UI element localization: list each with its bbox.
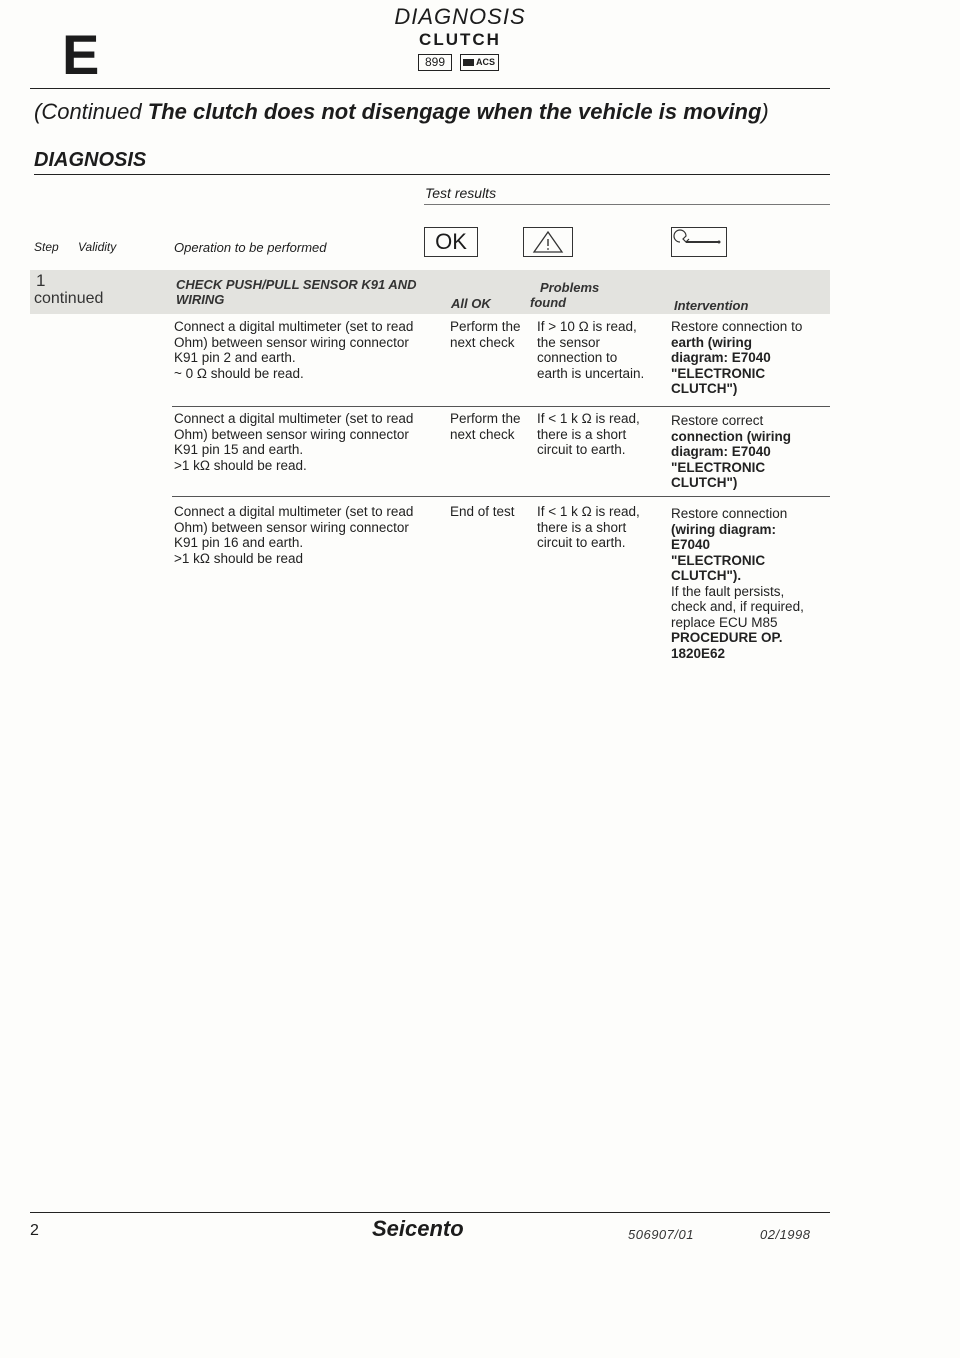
page-title: [34, 100, 814, 124]
row3-problems-line: If < 1 k Ω is read,: [537, 504, 640, 519]
row3-intervention-line: "ELECTRONIC: [671, 552, 766, 568]
row2-operation-line: >1 kΩ should be read.: [174, 457, 307, 473]
row1-all-ok-line: next check: [450, 334, 515, 350]
all-ok-label: All OK: [451, 296, 491, 311]
check-title-line2: WIRING: [176, 292, 225, 307]
problems-label-line1: Problems: [540, 280, 600, 295]
row1-all-ok-line: Perform the: [450, 319, 521, 334]
row3-operation-line: Connect a digital multimeter (set to read: [174, 504, 414, 519]
row1-problems-line: earth is uncertain.: [537, 365, 645, 381]
row3-intervention-line: PROCEDURE OP.: [671, 630, 783, 645]
col-validity-label: Validity: [78, 240, 117, 254]
page-number: 2: [30, 1222, 39, 1239]
row3-all-ok-line: End of test: [450, 504, 515, 519]
col-step-label: Step: [34, 240, 59, 254]
check-title-line1: CHECK PUSH/PULL SENSOR K91 AND: [176, 277, 417, 292]
row2-operation-line: Ohm) between sensor wiring connector: [174, 426, 409, 442]
row3-operation-line: >1 kΩ should be read: [174, 550, 304, 566]
row3-all-ok: [450, 504, 515, 520]
row1-intervention-line: earth (wiring: [671, 334, 753, 350]
row1-problems-line: connection to: [537, 350, 618, 365]
header-title: DIAGNOSIS: [394, 4, 526, 29]
row3-intervention-line: replace ECU M85: [671, 614, 778, 630]
row2-all-ok: [450, 411, 521, 442]
diagnosis-label: DIAGNOSIS: [34, 149, 147, 171]
document-code: 506907/01: [628, 1227, 694, 1242]
row1-problems-line: the sensor: [537, 334, 601, 350]
row2-intervention-line: diagram: E7040: [671, 444, 771, 459]
row1-operation-line: K91 pin 2 and earth.: [174, 350, 296, 365]
row1-intervention-line: Restore connection to: [671, 319, 803, 334]
row1-intervention-line: CLUTCH"): [671, 381, 738, 396]
row1-intervention: [671, 319, 802, 397]
intervention-label: Intervention: [674, 298, 749, 313]
car-icon: [463, 59, 474, 66]
row2-all-ok-line: next check: [450, 426, 515, 442]
footer-divider: [30, 1212, 830, 1213]
row1-all-ok: [450, 319, 521, 350]
document-date: 02/1998: [760, 1227, 811, 1242]
row1-intervention-line: "ELECTRONIC: [671, 365, 766, 381]
row3-problems-line: there is a short: [537, 519, 627, 535]
row3-intervention-line: If the fault persists,: [671, 583, 785, 599]
row3-problems-line: circuit to earth.: [537, 535, 626, 550]
row3-intervention-line: check and, if required,: [671, 599, 804, 614]
row3-intervention-line: CLUTCH").: [671, 568, 742, 583]
row1-problems: [537, 319, 644, 381]
warning-triangle-icon: [523, 227, 573, 257]
row1-problems-line: If > 10 Ω is read,: [537, 319, 637, 334]
row-separator: [172, 496, 830, 497]
section-letter: E: [62, 23, 98, 86]
brand-logo: Seicento: [372, 1216, 464, 1241]
row3-intervention: [671, 506, 804, 661]
row3-intervention-line: (wiring diagram:: [671, 521, 777, 537]
row-separator: [172, 406, 830, 407]
header-divider: [30, 88, 830, 89]
row1-operation: [174, 319, 413, 381]
row1-intervention-line: diagram: E7040: [671, 350, 771, 365]
problems-label-line2: found: [530, 295, 567, 310]
row2-operation-line: Connect a digital multimeter (set to read: [174, 411, 414, 426]
row2-intervention-line: Restore correct: [671, 413, 764, 428]
row1-operation-line: ~ 0 Ω should be read.: [174, 365, 304, 381]
row2-operation: [174, 411, 413, 473]
row2-problems-line: circuit to earth.: [537, 442, 626, 457]
row2-problems-line: there is a short: [537, 426, 627, 442]
row1-operation-line: Ohm) between sensor wiring connector: [174, 334, 409, 350]
wrench-icon: [671, 227, 727, 257]
acs-label: ACS: [476, 57, 496, 67]
row2-problems: [537, 411, 640, 458]
row1-operation-line: Connect a digital multimeter (set to read: [174, 319, 414, 334]
title-bold: The clutch does not disengage when the vehicle is moving: [147, 99, 762, 124]
test-results-label: Test results: [425, 185, 497, 201]
test-results-line: [424, 204, 830, 205]
col-operation-label: Operation to be performed: [174, 240, 327, 255]
row3-intervention-line: 1820E62: [671, 645, 726, 661]
row3-operation: [174, 504, 413, 566]
acs-badge: [460, 54, 499, 71]
row2-intervention: [671, 413, 791, 491]
step-continued: continued: [34, 290, 104, 307]
page-code-box: 899: [418, 54, 452, 71]
row2-intervention-line: connection (wiring: [671, 428, 791, 444]
row3-operation-line: K91 pin 16 and earth.: [174, 535, 304, 550]
row3-intervention-line: E7040: [671, 537, 711, 552]
row3-intervention-line: Restore connection: [671, 506, 788, 521]
row3-problems: [537, 504, 640, 551]
step-number: 1: [36, 271, 46, 290]
row2-intervention-line: CLUTCH"): [671, 475, 738, 490]
row3-operation-line: Ohm) between sensor wiring connector: [174, 519, 409, 535]
row2-all-ok-line: Perform the: [450, 411, 521, 426]
ok-symbol: OK: [424, 227, 478, 257]
row2-operation-line: K91 pin 15 and earth.: [174, 442, 304, 457]
title-prefix: (Continued: [34, 99, 148, 124]
header-subtitle: CLUTCH: [419, 30, 501, 49]
diagnosis-underline: [34, 174, 830, 175]
row2-intervention-line: "ELECTRONIC: [671, 459, 766, 475]
row2-problems-line: If < 1 k Ω is read,: [537, 411, 640, 426]
title-suffix: ): [761, 99, 769, 124]
